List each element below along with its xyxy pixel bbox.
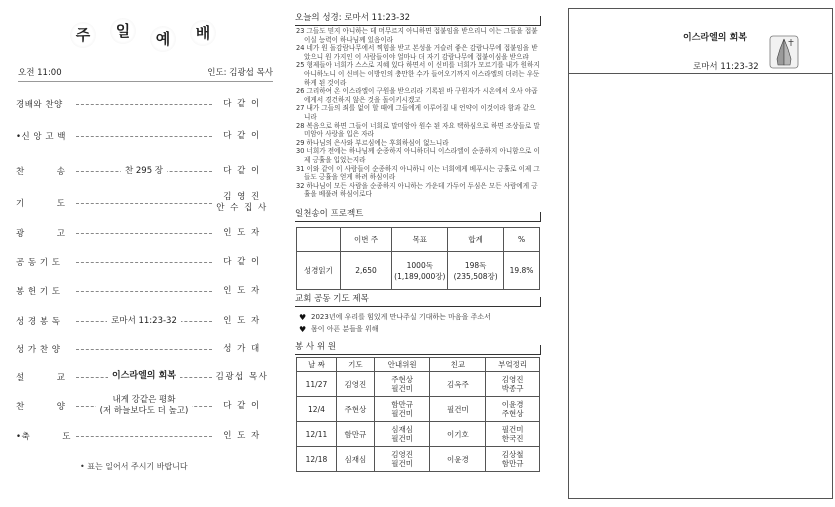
table-row <box>297 447 540 472</box>
order-item-detail: 내게 강같은 평화 (저 하늘보다도 더 높고) <box>96 395 193 416</box>
table-cell: 11/27 <box>297 372 337 397</box>
order-item <box>16 364 270 390</box>
order-item-label: •축 도 <box>16 432 71 442</box>
order-item-content <box>74 158 214 184</box>
prayer-list <box>299 311 491 335</box>
worship-order-panel <box>0 0 285 507</box>
order-item-label: 설 교 <box>16 373 66 383</box>
scripture-verse: 30 너희가 전에는 하나님께 순종하지 아니하더니 이스라엘이 순종하지 아니함으로 이제 긍휼을 입었는지라 <box>296 147 540 164</box>
order-item <box>16 278 270 304</box>
standing-note: • 표는 일어서 주시기 바랍니다 <box>80 462 188 471</box>
scripture-verse: 25 형제들아 너희가 스스로 지혜 있다 하면서 이 신비를 너희가 모르기를 내가 원하지 아니하노니 이 신비는 이방인의 충만한 수가 들어오기까지 이스라엘의 더러는 우둔하게 된 것이라 <box>296 61 540 87</box>
table-cell: 12/11 <box>297 422 337 447</box>
order-item-content <box>74 423 214 449</box>
worship-title-char: 일 <box>110 18 136 44</box>
worship-title-char: 배 <box>190 20 216 46</box>
table-cell: 12/18 <box>297 447 337 472</box>
heart-icon: ♥ <box>299 312 307 322</box>
table-header: 날 짜 <box>297 358 337 372</box>
table-cell: 이기호 <box>430 422 486 447</box>
order-item <box>16 158 270 184</box>
scripture-verse: 31 이와 같이 이 사람들이 순종하지 아니하니 이는 너희에게 베푸시는 긍휼로 이제 그들도 긍휼을 얻게 하려 하심이라 <box>296 164 540 182</box>
order-item-content <box>74 123 214 149</box>
order-item <box>16 308 270 334</box>
table-cell: 19.8% <box>504 252 540 290</box>
scripture-verse: 28 복음으로 하면 그들이 너희로 말미암아 원수 된 자요 택하심으로 하면 조상들로 말미암아 사랑을 입은 자라 <box>296 121 540 139</box>
order-item <box>16 220 270 246</box>
order-item-label: 봉 헌 기 도 <box>16 287 61 297</box>
bible-reading-table <box>296 227 540 290</box>
table-cell: 198독 (235,508장) <box>448 252 504 290</box>
table-header: 친교 <box>430 358 486 372</box>
order-item-person: 다 같 이 <box>223 400 261 411</box>
order-item-label: 공 동 기 도 <box>16 258 61 268</box>
table-cell: 주현상 <box>336 397 374 422</box>
table-header: 안내위원 <box>374 358 430 372</box>
service-header: 봉 사 위 원 <box>295 340 541 355</box>
sermon-reference: 로마서 11:23-32 <box>693 62 759 72</box>
order-item-person: 인 도 자 <box>223 227 261 238</box>
table-cell: 이윤경 주현상 <box>486 397 540 422</box>
scripture-header: 오늘의 성경: 로마서 11:23-32 <box>295 11 541 26</box>
sermon-card <box>568 8 833 499</box>
order-item-label: •신 앙 고 백 <box>16 132 66 142</box>
service-table <box>296 357 540 472</box>
table-row <box>297 252 540 290</box>
table-cell: 심재심 <box>336 447 374 472</box>
table-header: 목표 <box>392 228 448 252</box>
order-item-label: 성 가 찬 양 <box>16 345 61 355</box>
scripture-verse: 27 내가 그들의 죄를 없이 할 때에 그들에게 이루어질 내 언약이 이것이라 함과 같으니라 <box>296 104 536 121</box>
table-cell: 김영진 필건미 <box>374 447 430 472</box>
table-cell: 이윤경 <box>430 447 486 472</box>
heart-icon: ♥ <box>299 324 307 334</box>
worship-title-char: 주 <box>70 22 96 48</box>
scripture-verse: 32 하나님이 모든 사람을 순종하지 아니하는 가운데 가두어 두심은 모든 사람에게 긍휼을 베풀려 하심이로다 <box>296 181 538 199</box>
order-item-detail: 로마서 11:23-32 <box>107 316 181 327</box>
list-item <box>299 311 491 323</box>
order-item <box>16 123 270 149</box>
table-header: 기도 <box>336 358 374 372</box>
table-cell: 함만규 <box>336 422 374 447</box>
order-item-person: 다 같 이 <box>223 256 261 267</box>
worship-time: 오전 11:00 <box>18 68 62 78</box>
info-panel <box>293 0 543 507</box>
table-row <box>297 422 540 447</box>
order-item-content <box>74 336 214 362</box>
order-item-content <box>74 220 214 246</box>
scripture-verse: 23 그들도 믿지 아니하는 데 머무르지 아니하면 접붙임을 받으리니 이는 그들을 접붙이실 능력이 하나님께 있음이라 <box>296 27 538 44</box>
table-cell: 필건미 <box>430 397 486 422</box>
scripture-verse: 24 네가 원 돌감람나무에서 찍힘을 받고 본성을 거슬러 좋은 감람나무에 접붙임을 받았으니 원 가지인 이 사람들이야 얼마나 더 자기 감람나무에 접붙이심을 받으랴 <box>296 44 538 61</box>
divider <box>569 73 832 74</box>
order-item-label: 기 도 <box>16 199 66 209</box>
table-header <box>297 228 341 252</box>
scripture-text <box>296 27 540 199</box>
table-cell: 1000독 (1,189,000장) <box>392 252 448 290</box>
table-header: 이번 주 <box>340 228 392 252</box>
order-item-person: 김 영 진 안 수 집 사 <box>216 192 268 213</box>
prayer-item-text: 2023년에 우리를 힘있게 만나주실 기대하는 마음을 주소서 <box>311 313 491 321</box>
order-item <box>16 190 270 216</box>
order-item-content <box>74 249 214 275</box>
order-item-label: 광 고 <box>16 229 66 239</box>
order-item-person: 성 가 대 <box>223 343 261 354</box>
order-item-content <box>74 91 214 117</box>
table-cell: 심재심 필건미 <box>374 422 430 447</box>
order-item-person: 다 같 이 <box>223 165 261 176</box>
order-item-label: 찬 양 <box>16 402 66 412</box>
order-item-content <box>74 364 214 390</box>
order-item <box>16 91 270 117</box>
order-item <box>16 393 270 419</box>
table-cell: 김상철 함만규 <box>486 447 540 472</box>
order-item-person: 인 도 자 <box>223 315 261 326</box>
order-item-person: 김광섭 목사 <box>215 371 269 382</box>
table-cell: 주현상 필건미 <box>374 372 430 397</box>
order-item-label: 성 경 봉 독 <box>16 317 61 327</box>
order-item-person: 다 같 이 <box>223 98 261 109</box>
order-item-person: 다 같 이 <box>223 130 261 141</box>
table-cell: 김영진 <box>336 372 374 397</box>
worship-leader: 인도: 김광섭 목사 <box>207 68 273 78</box>
order-item <box>16 423 270 449</box>
table-row <box>297 397 540 422</box>
order-item <box>16 336 270 362</box>
bible-project-header: 일천송이 프로젝트 <box>295 207 541 222</box>
order-item <box>16 249 270 275</box>
worship-title <box>70 18 230 52</box>
table-cell: 12/4 <box>297 397 337 422</box>
order-item-label: 찬 송 <box>16 167 66 177</box>
table-cell: 2,650 <box>340 252 392 290</box>
order-item-person: 인 도 자 <box>223 285 261 296</box>
scripture-verse: 26 그리하여 온 이스라엘이 구원을 받으리라 기록된 바 구원자가 시온에서 오사 야곱에게서 경건하지 않은 것을 돌이키시겠고 <box>296 87 538 104</box>
table-header: 합계 <box>448 228 504 252</box>
worship-title-char: 예 <box>150 26 176 52</box>
prayer-item-text: 몸이 아픈 분들을 위해 <box>311 325 379 333</box>
scripture-verse: 29 하나님의 은사와 부르심에는 후회하심이 없느니라 <box>296 138 449 147</box>
praying-hands-icon <box>769 35 799 69</box>
worship-info <box>18 66 273 82</box>
table-row <box>297 372 540 397</box>
sermon-title: 이스라엘의 회복 <box>683 33 747 43</box>
order-item-person: 인 도 자 <box>223 430 261 441</box>
prayer-header: 교회 공동 기도 제목 <box>295 292 541 307</box>
order-item-label: 경배와 찬양 <box>16 100 63 110</box>
order-item-detail: 찬 295 장 <box>121 166 167 177</box>
order-item-detail: 이스라엘의 회복 <box>108 371 180 382</box>
order-item-content <box>74 308 214 334</box>
order-item-content <box>74 278 214 304</box>
table-header: 부엌정리 <box>486 358 540 372</box>
table-header: % <box>504 228 540 252</box>
table-cell: 성경읽기 <box>297 252 341 290</box>
table-cell: 필건미 한국진 <box>486 422 540 447</box>
table-cell: 김영진 박종구 <box>486 372 540 397</box>
table-cell: 김옥주 <box>430 372 486 397</box>
order-item-content <box>74 393 214 419</box>
table-cell: 함만규 필건미 <box>374 397 430 422</box>
order-item-content <box>74 190 214 216</box>
list-item <box>299 323 491 335</box>
